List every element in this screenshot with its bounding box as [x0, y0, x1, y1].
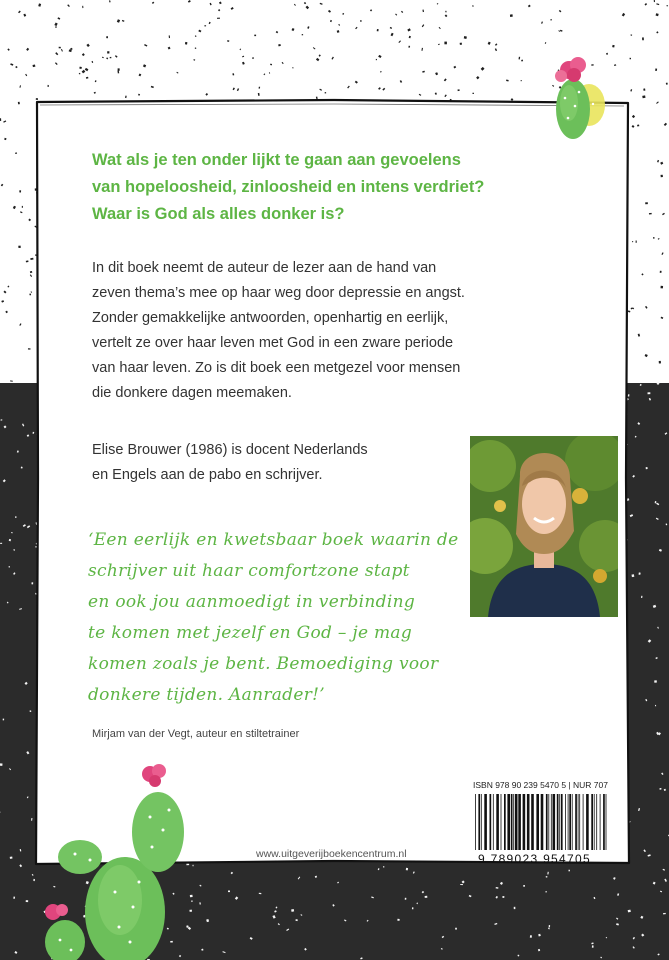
quote-line: schrijver uit haar comfortzone stapt	[88, 561, 410, 581]
description-line: zeven thema’s mee op haar weg door depressie en angst.	[92, 285, 465, 301]
barcode-number: 9 789023 954705	[478, 852, 591, 866]
bio-line: en Engels aan de pabo en schrijver.	[92, 467, 323, 483]
publisher-website: www.uitgeverijboekencentrum.nl	[256, 848, 407, 860]
quote-line: te komen met jezelf en God – je mag	[88, 623, 413, 643]
endorsement-quote	[88, 525, 528, 711]
quote-line: donkere tijden. Aanrader!’	[88, 685, 325, 705]
description-line: van haar leven. Zo is dit boek een metgezel voor mensen	[92, 360, 461, 376]
cactus-bottom-left-icon	[35, 762, 200, 960]
quote-line: en ook jou aanmoedigt in verbinding	[88, 592, 416, 612]
quote-line: ‘Een eerlijk en kwetsbaar boek waarin de	[88, 530, 459, 550]
question-line: van hopeloosheid, zinloosheid en intens verdriet?	[92, 178, 485, 196]
quote-line: komen zoals je bent. Bemoediging voor	[88, 654, 439, 674]
question-line: Waar is God als alles donker is?	[92, 205, 345, 223]
question-line: Wat als je ten onder lijkt te gaan aan gevoelens	[92, 151, 461, 169]
description-line: Zonder gemakkelijke antwoorden, openhartig en eerlijk,	[92, 310, 449, 326]
description-line: die donkere dagen meemaken.	[92, 385, 292, 401]
quote-attribution: Mirjam van der Vegt, auteur en stiltetrainer	[92, 728, 300, 740]
cactus-top-right-icon	[545, 48, 611, 144]
isbn-line: ISBN 978 90 239 5470 5 | NUR 707	[473, 780, 608, 790]
barcode	[473, 794, 611, 850]
author-bio	[92, 438, 452, 488]
description-line: vertelt ze over haar leven met God in een zware periode	[92, 335, 454, 351]
book-description	[92, 256, 532, 406]
headline-question	[92, 147, 532, 228]
description-line: In dit boek neemt de auteur de lezer aan de hand van	[92, 260, 437, 276]
bio-line: Elise Brouwer (1986) is docent Nederlands	[92, 442, 368, 458]
